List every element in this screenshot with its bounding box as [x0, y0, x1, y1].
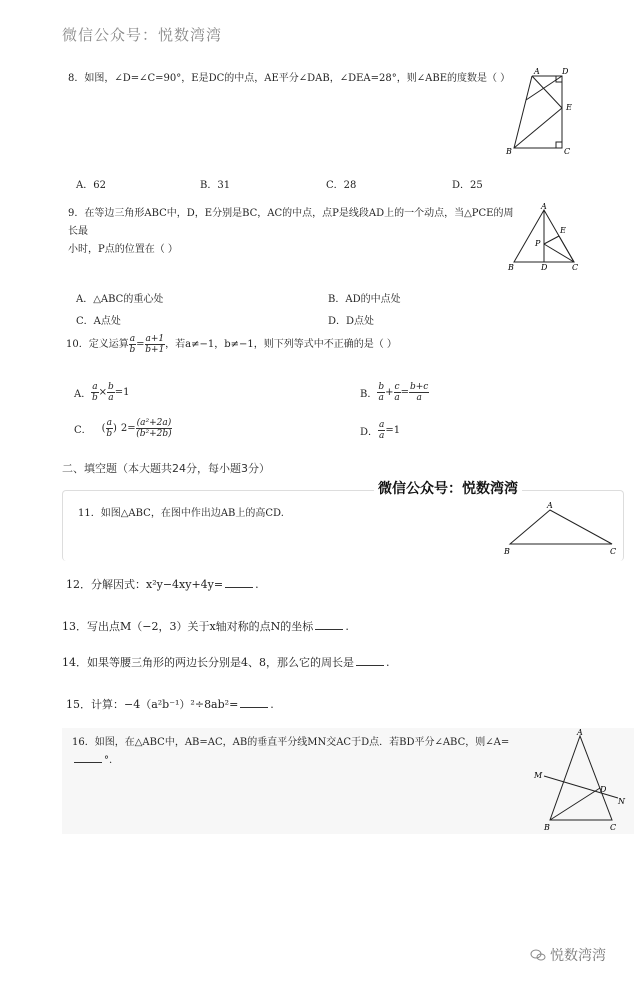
middle-watermark: 微信公众号：悦数湾湾 [374, 478, 522, 498]
q8-option-d[interactable]: D．25 [452, 180, 483, 191]
label-B: B [544, 823, 550, 832]
q9-option-a[interactable]: A．△ABC的重心处 [76, 294, 164, 305]
q8-figure [504, 64, 588, 156]
question-14: 14．如果等腰三角形的两边长分别是4、8，那么它的周长是 . [62, 656, 390, 669]
q16-figure [530, 726, 634, 836]
q10-frac-a1b1: $\frac{a+1}{b+1}$ [145, 334, 165, 355]
label-E: E [566, 103, 572, 112]
question-16: 16．如图，在△ABC中，AB=AC，AB的垂直平分线MN交AC于D点．若BD平分∠ABC，则∠A= °. [72, 737, 510, 766]
q13-answer-blank[interactable] [315, 619, 343, 630]
q10-prefix: 10．定义运算 [66, 338, 129, 350]
q11-figure [500, 500, 622, 558]
question-9-text [68, 205, 518, 259]
question-8-text: 8．如图，∠D=∠C=90°，E是DC的中点，AE平分∠DAB，∠DEA=28°，则∠ABE的度数是（ ） [68, 73, 511, 84]
q9-line2: 小时，P点的位置在（ ） [68, 244, 178, 255]
q15-answer-blank[interactable] [240, 697, 268, 708]
question-15: 15．计算：−4（a²b⁻¹）²÷8ab²= . [66, 698, 274, 711]
q10-suffix: ，若a≠−1，b≠−1，则下列等式中不正确的是（ ） [165, 338, 397, 350]
label-C: C [564, 147, 571, 156]
label-D: D [541, 263, 548, 272]
wechat-icon [530, 949, 546, 961]
q8-option-c[interactable]: C．28 [326, 180, 357, 191]
label-A: A [534, 67, 540, 76]
label-A: A [547, 501, 553, 510]
q9-line1: 9．在等边三角形ABC中，D，E分别是BC，AC的中点，点P是线段AD上的一个动点，当△PCE的周长最 [68, 208, 514, 237]
header-watermark: 微信公众号：悦数湾湾 [62, 26, 223, 44]
label-N: N [618, 797, 625, 806]
q9-option-b[interactable]: B．AD的中点处 [328, 294, 401, 305]
section-fill-in-title: 二、填空题（本大题共24分，每小题3分） [62, 462, 270, 475]
q14-answer-blank[interactable] [356, 655, 384, 666]
q9-figure [506, 202, 582, 272]
label-M: M [534, 771, 543, 780]
q8-option-a[interactable]: A．62 [76, 180, 106, 191]
label-A: A [541, 202, 547, 211]
label-C: C [610, 547, 617, 556]
label-D: D [600, 785, 607, 794]
q10-option-a[interactable]: A． $\frac{a}{b}$ × $\frac{b}{a}$ =1 [74, 382, 130, 403]
label-D: D [562, 67, 569, 76]
label-B: B [504, 547, 510, 556]
footer-brand: 悦数湾湾 [530, 945, 606, 965]
q9-option-d[interactable]: D．D点处 [328, 316, 375, 327]
q9-option-c[interactable]: C．A点处 [76, 316, 121, 327]
question-12: 12．分解因式：x²y−4xy+4y= . [66, 578, 259, 591]
q16-answer-blank[interactable] [74, 752, 102, 763]
label-E: E [560, 226, 566, 235]
label-C: C [572, 263, 579, 272]
q10-frac-ab: $\frac{a}{b}$ [129, 334, 136, 355]
question-11-text: 11．如图△ABC，在图中作出边AB上的高CD. [78, 508, 284, 519]
label-B: B [508, 263, 514, 272]
q12-answer-blank[interactable] [225, 577, 253, 588]
question-10-text: 10．定义运算 $\frac{a}{b}$ = $\frac{a+1}{b+1}$ ，若a≠−1，b≠−1，则下列等式中不正确的是（ ） [66, 334, 397, 355]
q10-option-c[interactable]: C． ( $\frac{a}{b}$ ) 2= $\frac{\text{(a²+2a)}}{\text{(b²+2b)}}$ [74, 418, 172, 439]
label-B: B [506, 147, 512, 156]
question-13: 13．写出点M（−2，3）关于x轴对称的点N的坐标 . [62, 620, 349, 633]
label-P: P [535, 239, 541, 248]
q10-option-d[interactable]: D． $\frac{a}{a}$ =1 [360, 420, 401, 441]
label-C: C [610, 823, 617, 832]
label-A: A [577, 728, 583, 737]
q8-option-b[interactable]: B．31 [200, 180, 231, 191]
q10-option-b[interactable]: B． $\frac{b}{a}$ + $\frac{c}{a}$ = $\frac{b+c}{a}$ [360, 382, 429, 403]
